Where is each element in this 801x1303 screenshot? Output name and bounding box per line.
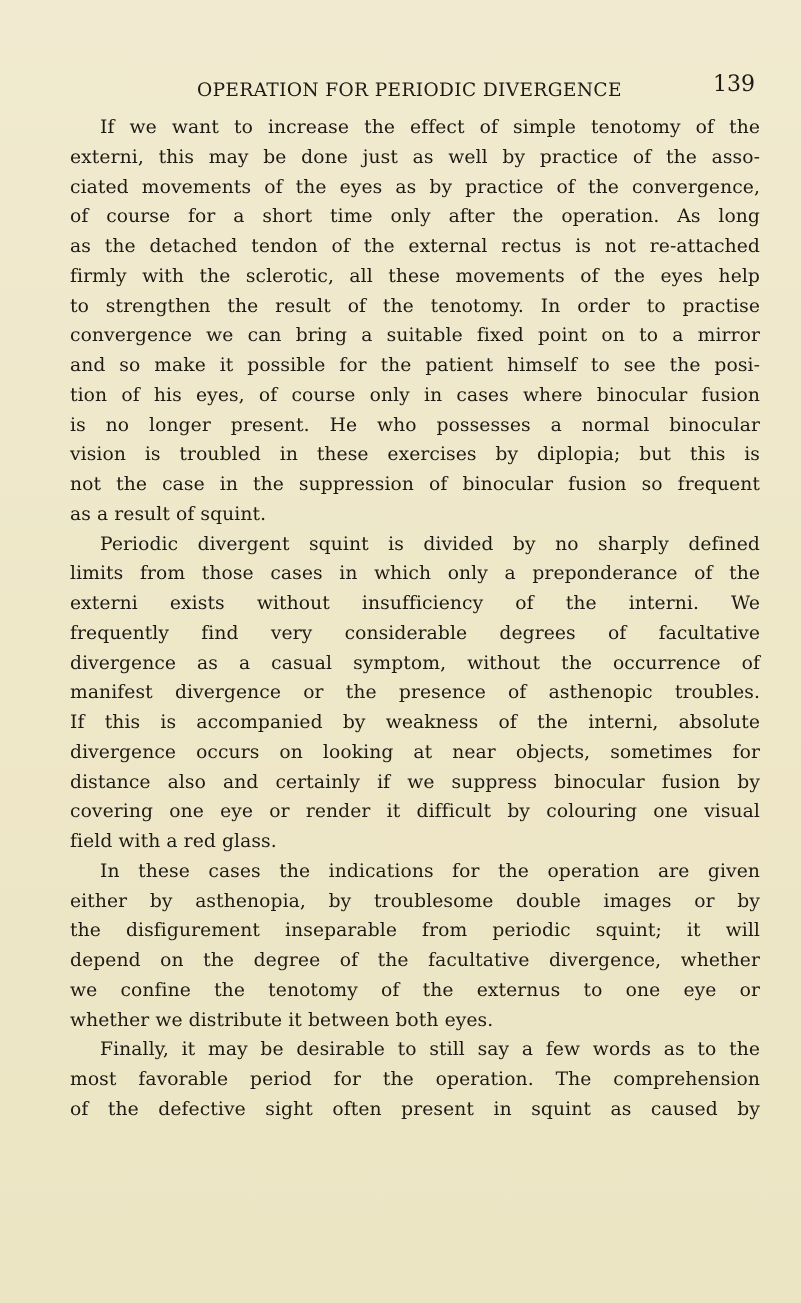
- running-head: OPERATION FOR PERIODIC DIVERGENCE: [197, 80, 622, 101]
- text-line: and so make it possible for the patient himself to see the posi-: [70, 355, 760, 376]
- text-line: ciated movements of the eyes as by practice of the convergence,: [70, 176, 760, 198]
- text-line: covering one eye or render it difficult by colouring one visual: [70, 801, 760, 823]
- text-line: externi, this may be done just as well by practice of the asso-: [70, 146, 760, 168]
- text-line: of course for a short time only after the operation. As long: [70, 206, 760, 228]
- text-line: manifest divergence or the presence of asthenopic troubles.: [70, 682, 760, 704]
- text-line: depend on the degree of the facultative divergence, whether: [70, 950, 760, 971]
- text-line: firmly with the sclerotic, all these movements of the eyes help: [70, 265, 760, 287]
- text-line: frequently find very considerable degrees of facultative: [70, 622, 760, 644]
- text-line: tion of his eyes, of course only in cases where binocular fusion: [70, 384, 760, 406]
- text-line: field with a red glass.: [70, 831, 277, 852]
- text-line: most favorable period for the operation. The comprehension: [70, 1069, 760, 1090]
- text-line: as the detached tendon of the external rectus is not re-attached: [70, 236, 760, 257]
- text-line: as a result of squint.: [70, 503, 267, 525]
- text-line: Periodic divergent squint is divided by no sharply defined: [100, 533, 760, 555]
- text-line: If we want to increase the effect of simple tenotomy of the: [100, 117, 760, 138]
- text-line: we confine the tenotomy of the externus to one eye or: [70, 979, 760, 1001]
- text-line: of the defective sight often present in squint as caused by: [70, 1098, 760, 1120]
- page-number: 139: [713, 72, 755, 97]
- text-line: is no longer present. He who possesses a normal binocular: [70, 414, 760, 436]
- text-line: convergence we can bring a suitable fixed point on to a mirror: [70, 325, 760, 347]
- body-text: [70, 113, 760, 1125]
- text-line: either by asthenopia, by troublesome double images or by: [70, 890, 760, 912]
- text-line: to strengthen the result of the tenotomy. In order to practise: [70, 295, 760, 317]
- text-line: divergence as a casual symptom, without the occurrence of: [70, 652, 760, 674]
- text-line: vision is troubled in these exercises by diplopia; but this is: [70, 444, 760, 466]
- text-line: distance also and certainly if we suppress binocular fusion by: [70, 771, 760, 793]
- text-line: limits from those cases in which only a preponderance of the: [70, 563, 760, 585]
- text-line: If this is accompanied by weakness of the interni, absolute: [70, 712, 760, 733]
- text-line: In these cases the indications for the operation are given: [100, 860, 760, 882]
- text-line: whether we distribute it between both eyes.: [70, 1009, 494, 1031]
- text-line: the disfigurement inseparable from periodic squint; it will: [70, 920, 760, 942]
- text-line: divergence occurs on looking at near objects, sometimes for: [70, 741, 760, 763]
- text-line: Finally, it may be desirable to still say a few words as to the: [100, 1039, 760, 1061]
- text-line: not the case in the suppression of binocular fusion so frequent: [70, 474, 760, 495]
- text-line: externi exists without insufficiency of the interni. We: [70, 593, 760, 614]
